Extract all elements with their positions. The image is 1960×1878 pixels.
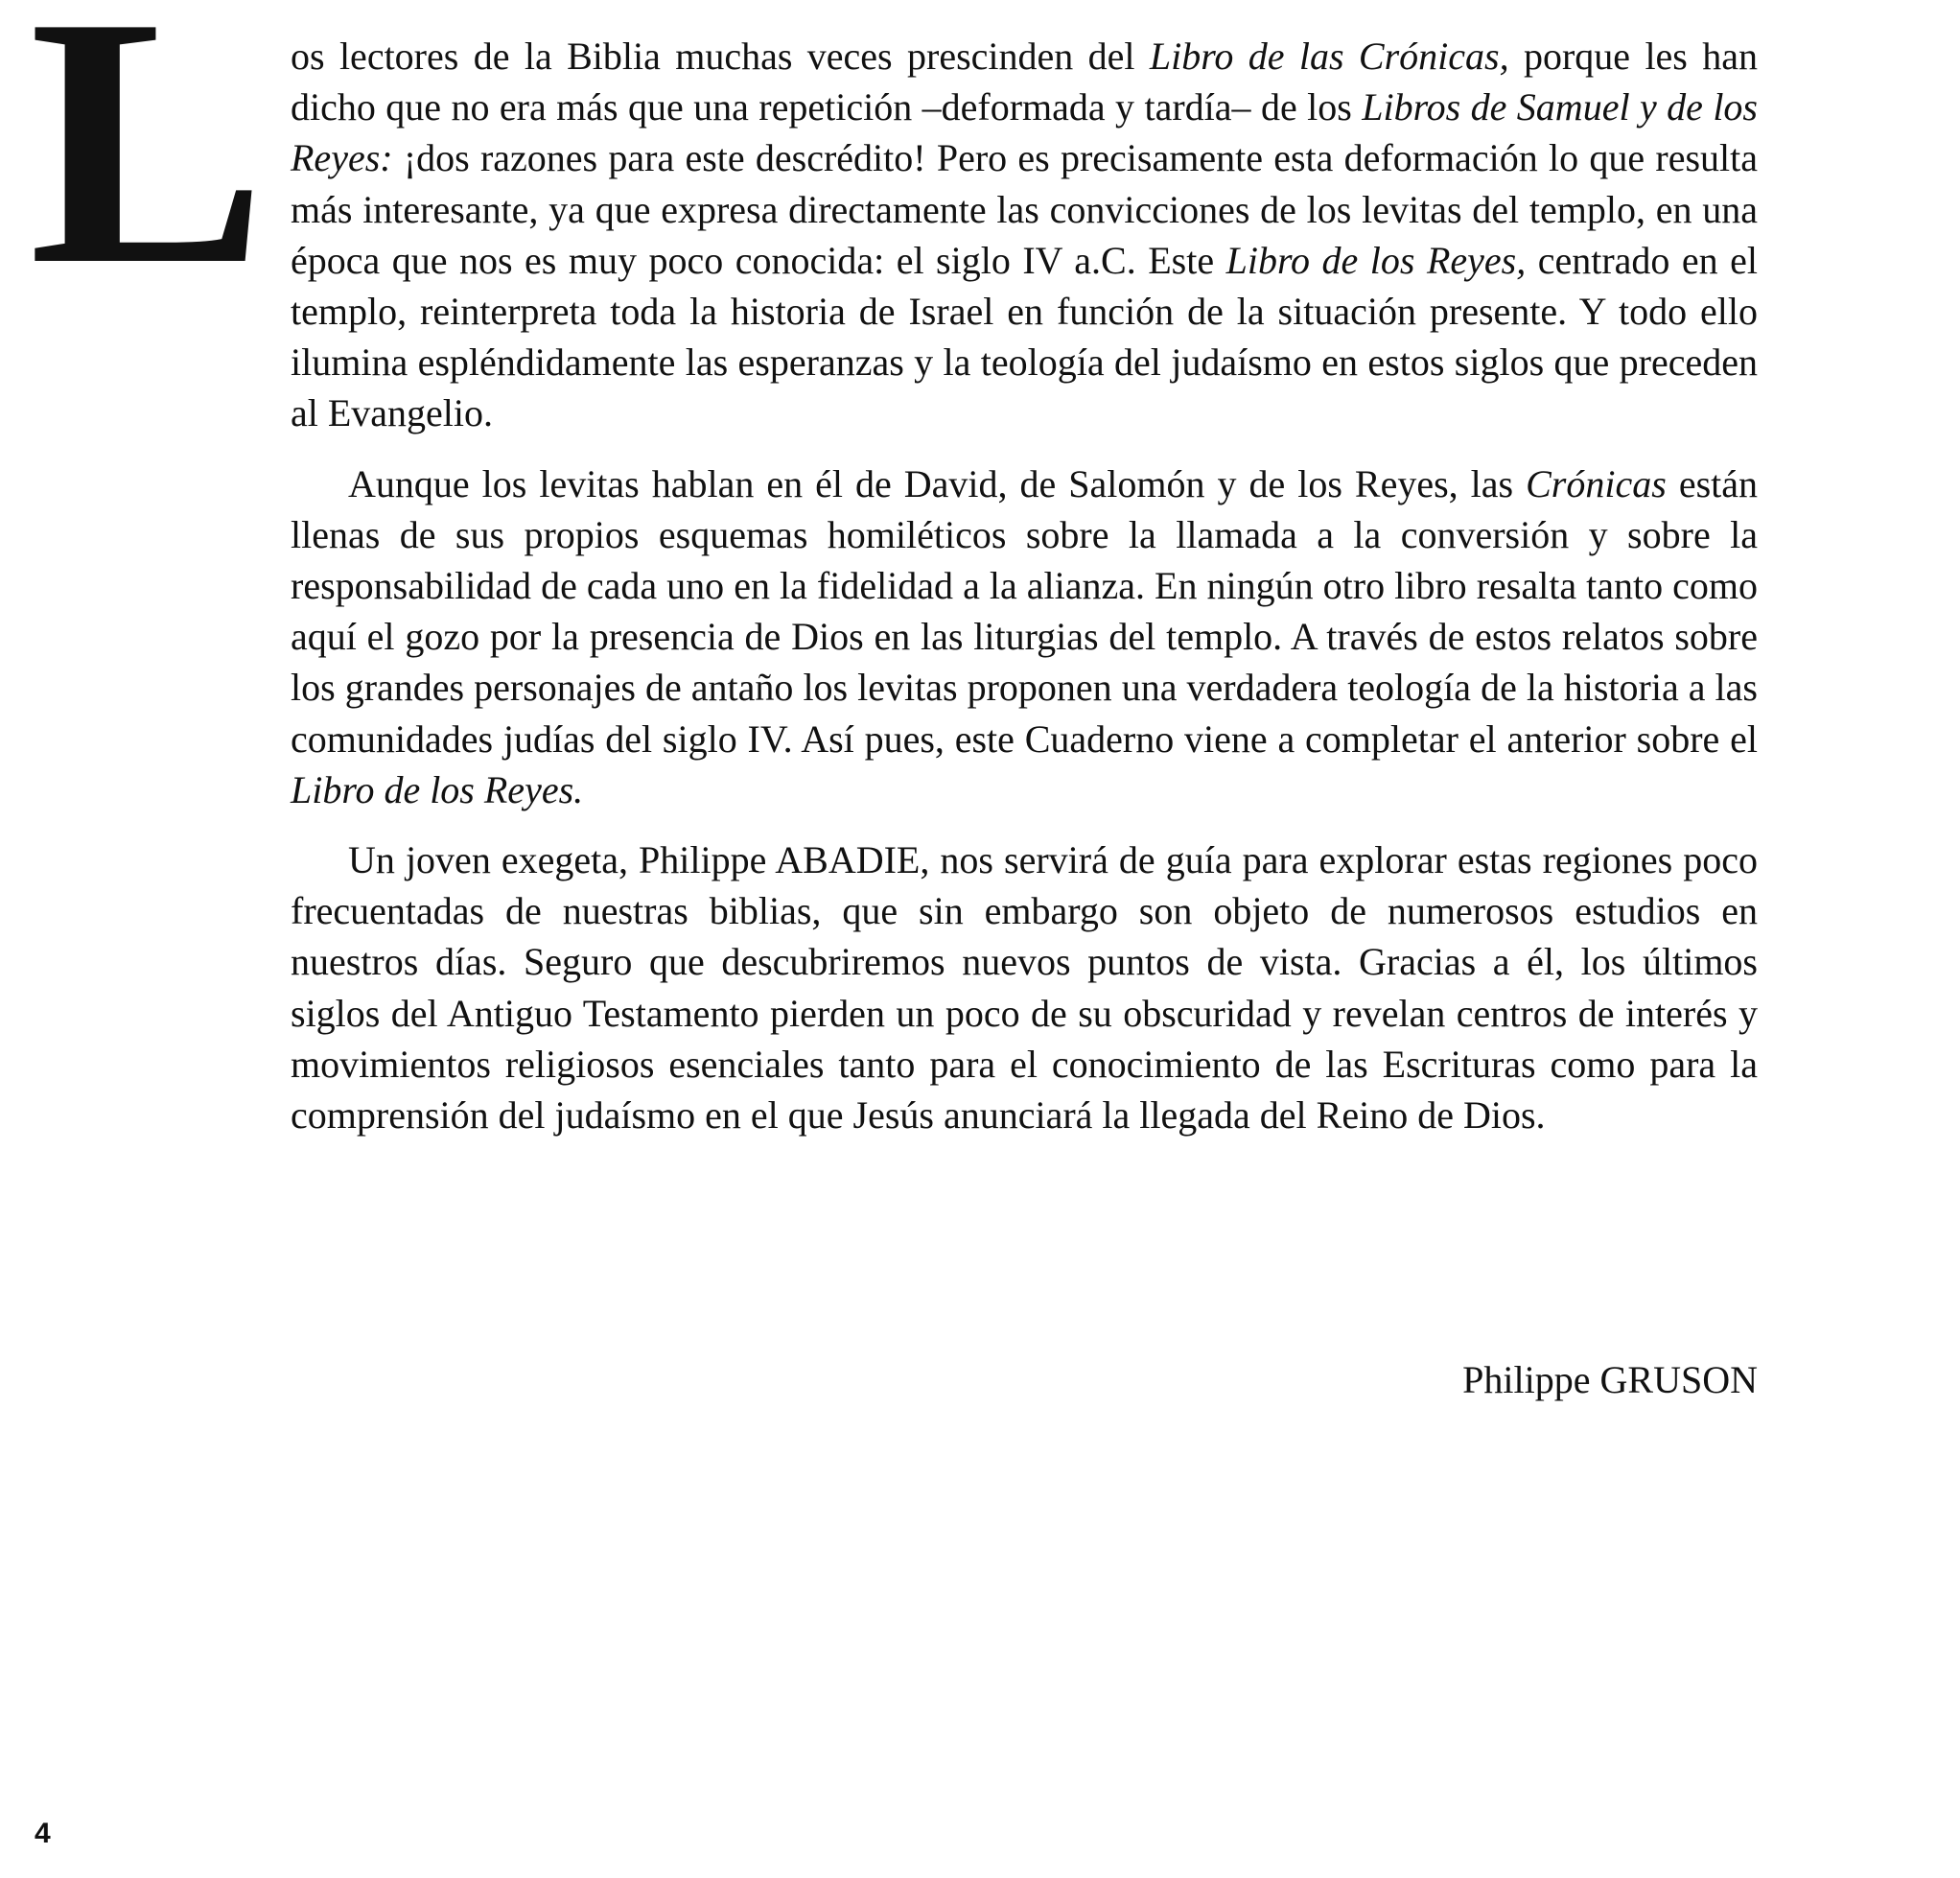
signature-last-name: GRUSON: [1599, 1358, 1758, 1401]
drop-cap: L: [29, 0, 268, 339]
text-run: Aunque los levitas hablan en él de David, de Salomón y de los Reyes, las: [348, 461, 1527, 505]
italic-text-run: Libros de Samuel y de los Reyes:: [291, 85, 1758, 180]
italic-text-run: Libro de los Reyes,: [1225, 238, 1527, 282]
signature-first-name: Philippe: [1462, 1358, 1591, 1401]
text-run: ¡dos razones para este descrédito! Pero es precisamente esta deformación lo que resulta más interesante, ya que expresa directamente las convicciones de los levitas del templo, en una época que nos es muy poco conocida: el siglo IV a.C. Este: [291, 136, 1758, 282]
italic-text-run: Libro de los Reyes.: [291, 767, 584, 811]
text-run: porque les han dicho que no era más que una repetición –deformada y tardía– de los: [291, 35, 1759, 129]
page-number: 4: [35, 1818, 51, 1849]
text-run: Un joven exegeta, Philippe ABADIE, nos servirá de guía para explorar estas regiones poco frecuentadas de nuestras biblias, que sin embargo son objeto de numerosos estudios en nuestros días. Seguro que descubriremos nuevos puntos de vista. Gracias a él, los últimos siglos del Antiguo Testamento pierden un poco de su obscuridad y revelan centros de interés y movimientos religiosos esenciales tanto para el conocimiento de las Escrituras como para la comprensión del judaísmo en el que Jesús anunciará la llegada del Reino de Dios.: [291, 838, 1758, 1138]
italic-text-run: Crónicas: [1526, 461, 1667, 505]
paragraph: [291, 31, 1758, 439]
signature: [1462, 1354, 1758, 1405]
text-run: centrado en el templo, reinterpreta toda la historia de Israel en función de la situación presente. Y todo ello ilumina espléndidamente las esperanzas y la teología del judaísmo en estos siglos que preceden al Evangelio.: [291, 238, 1758, 435]
paragraph: [291, 458, 1758, 815]
intro-body: [291, 31, 1758, 1140]
text-run: os lectores de la Biblia muchas veces prescinden del: [291, 35, 1150, 78]
italic-text-run: Libro de las Crónicas,: [1149, 35, 1509, 78]
paragraph: [291, 834, 1758, 1140]
text-run: están llenas de sus propios esquemas homiléticos sobre la llamada a la conversión y sobre la responsabilidad de cada uno en la fidelidad a la alianza. En ningún otro libro resalta tanto como aquí el gozo por la presencia de Dios en las liturgias del templo. A través de estos relatos sobre los grandes personajes de antaño los levitas proponen una verdadera teología de la historia a las comunidades judías del siglo IV. Así pues, este Cuaderno viene a completar el anterior sobre el: [291, 461, 1759, 761]
